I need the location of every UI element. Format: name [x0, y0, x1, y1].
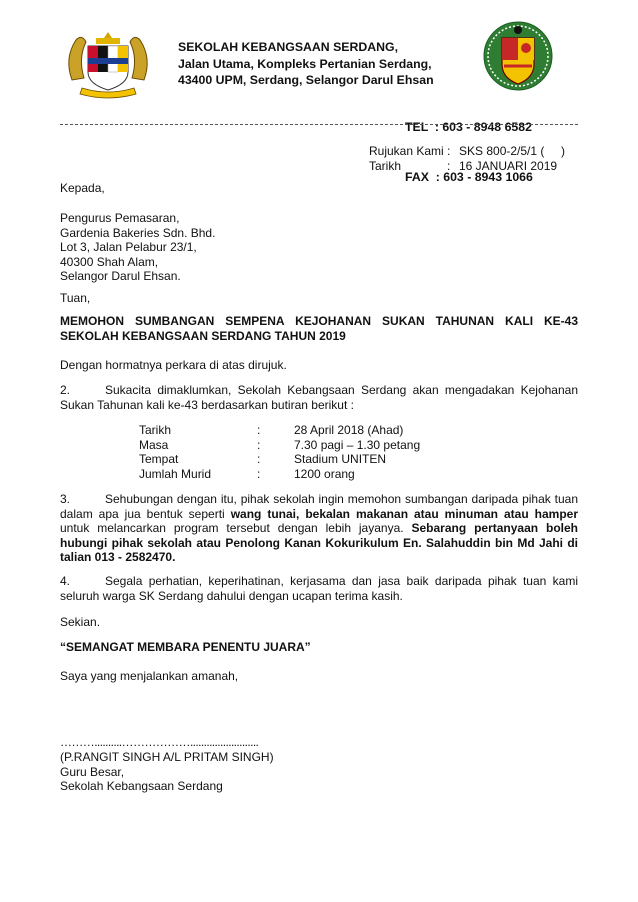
detail-sep: :	[257, 437, 261, 452]
fax-number: FAX : 603 - 8943 1066	[405, 169, 533, 184]
detail-sep: :	[257, 423, 261, 437]
tel-number: TEL : 603 - 8948 6582	[405, 120, 532, 134]
recipient-to: Kepada,	[60, 181, 105, 195]
recipient-address	[60, 211, 578, 284]
salutation: Tuan,	[60, 291, 91, 305]
paragraph-4	[60, 574, 578, 603]
paragraph-number: 3.	[60, 492, 71, 506]
reference-row	[369, 144, 565, 159]
detail-sep: :	[257, 452, 261, 467]
paragraph-3-contact: Sebarang pertanyaan boleh hubungi pihak sekolah atau Penolong Kanan Kokurikulum En. Salahuddin bin Md Jahi di talian 013 - 2582470.	[60, 521, 578, 565]
paragraph-number: 4.	[60, 574, 71, 588]
detail-value: Stadium UNITEN	[294, 452, 387, 467]
recipient-line: 40300 Shah Alam,	[60, 254, 159, 269]
paragraph-1: Dengan hormatnya perkara di atas dirujuk.	[60, 358, 287, 372]
signatory-name: (P.RANGIT SINGH A/L PRITAM SINGH)	[60, 750, 274, 764]
recipient-line: Lot 3, Jalan Pelabur 23/1,	[60, 240, 197, 255]
header-divider	[60, 124, 578, 125]
detail-label: Masa	[139, 437, 169, 452]
details-table	[139, 423, 420, 482]
paragraph-number: 2.	[60, 383, 71, 397]
detail-row	[139, 438, 420, 453]
date-value: 16 JANUARI 2019	[459, 159, 558, 173]
detail-label: Tarikh	[139, 423, 172, 437]
detail-value: 7.30 pagi – 1.30 petang	[294, 437, 421, 452]
detail-row	[139, 423, 420, 438]
paragraph-3-emphasis: wang tunai, bekalan makanan atau minuman atau hamper	[230, 506, 578, 521]
paragraph-3-text: Sehubungan dengan itu, pihak sekolah ingin memohon sumbangan daripada pihak tuan dalam apa jua bentuk seperti	[60, 492, 578, 521]
detail-row	[139, 467, 420, 482]
date-row	[369, 159, 565, 174]
address-line-1: Jalan Utama, Kompleks Pertanian Serdang,	[178, 56, 432, 71]
detail-sep: :	[257, 467, 261, 482]
signatory	[60, 750, 578, 794]
ref-sep: :	[447, 144, 451, 158]
school-name: SEKOLAH KEBANGSAAN SERDANG,	[178, 40, 398, 54]
paragraph-2-text: Sukacita dimaklumkan, Sekolah Kebangsaan Serdang akan mengadakan Kejohanan Sukan Tahunan kali ke-43 berdasarkan butiran berikut :	[60, 383, 578, 412]
detail-row	[139, 452, 420, 467]
trust-line: Saya yang menjalankan amanah,	[60, 669, 239, 683]
recipient-line: Gardenia Bakeries Sdn. Bhd.	[60, 225, 216, 240]
signatory-organisation: Sekolah Kebangsaan Serdang	[60, 779, 223, 794]
date-label: Tarikh	[369, 159, 402, 173]
paragraph-2	[60, 383, 578, 412]
detail-label: Jumlah Murid	[139, 467, 212, 482]
detail-value: 1200 orang	[294, 467, 355, 482]
ref-value: SKS 800-2/5/1 ( )	[459, 144, 566, 158]
paragraph-3-text: untuk melancarkan program tersebut dengan lebih jayanya.	[60, 521, 412, 536]
motto: “SEMANGAT MEMBARA PENENTU JUARA”	[60, 640, 311, 654]
school-crest-logo	[482, 20, 554, 92]
subject-line-1: MEMOHON SUMBANGAN SEMPENA KEJOHANAN SUKAN TAHUNAN KALI KE-43	[60, 314, 578, 328]
ref-label: Rujukan Kami	[369, 144, 444, 158]
signature-line: ………..........……………….........................	[60, 735, 259, 749]
paragraph-3	[60, 492, 578, 565]
letterhead	[178, 39, 434, 89]
subject	[60, 314, 578, 343]
detail-label: Tempat	[139, 452, 179, 467]
recipient-line: Selangor Darul Ehsan.	[60, 269, 181, 284]
malaysia-coat-of-arms-logo	[62, 28, 154, 104]
subject-line-2: SEKOLAH KEBANGSAAN SERDANG TAHUN 2019	[60, 328, 346, 343]
date-sep: :	[447, 159, 451, 173]
paragraph-4-text: Segala perhatian, keperihatinan, kerjasama dan jasa baik daripada pihak tuan kami seluruh warga SK Serdang dahului dengan ucapan terima kasih.	[60, 574, 578, 603]
signatory-title: Guru Besar,	[60, 764, 125, 779]
detail-value: 28 April 2018 (Ahad)	[294, 423, 404, 437]
closing: Sekian.	[60, 615, 101, 629]
address-line-2: 43400 UPM, Serdang, Selangor Darul Ehsan	[178, 73, 434, 87]
reference-block	[369, 144, 565, 174]
recipient-line: Pengurus Pemasaran,	[60, 211, 180, 225]
